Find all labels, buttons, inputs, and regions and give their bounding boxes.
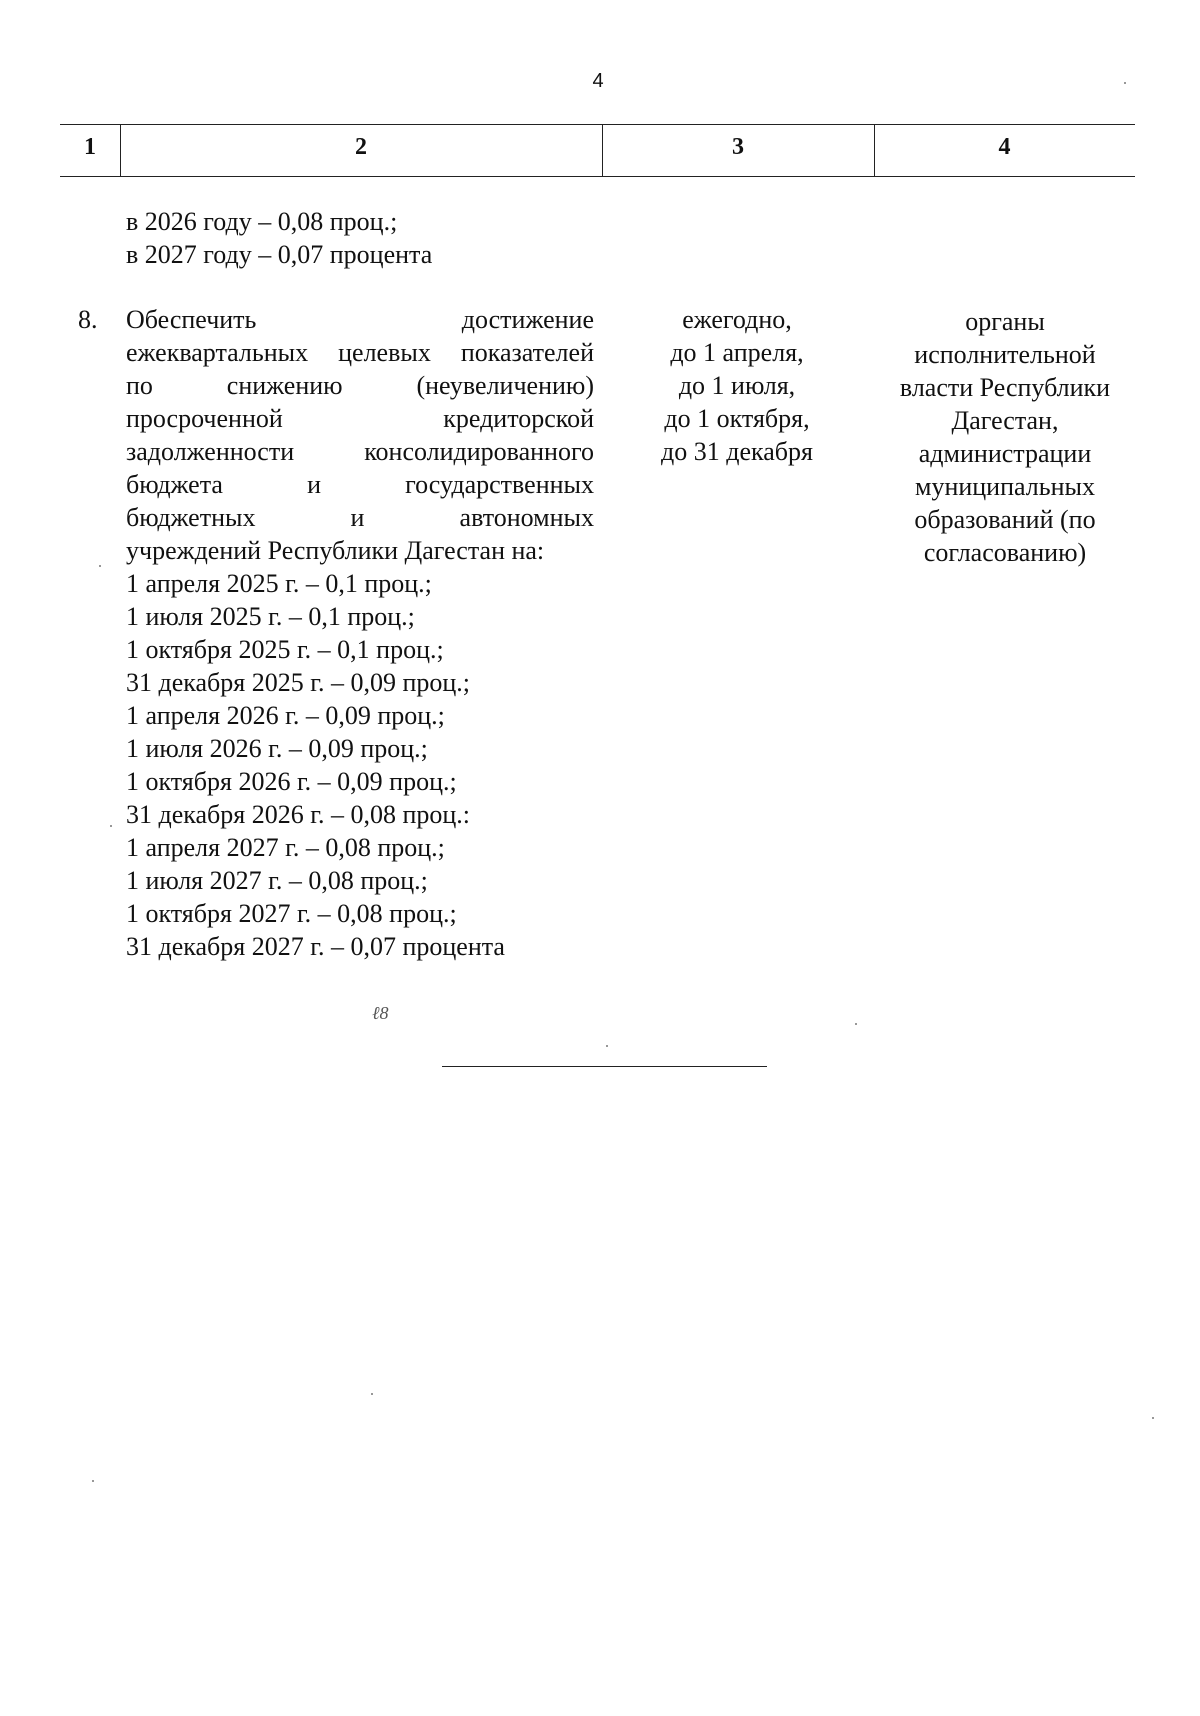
- scan-speck: [99, 565, 101, 567]
- target-line: 1 октября 2025 г. – 0,1 проц.;: [126, 635, 444, 664]
- description-line: по снижению (неувеличению): [126, 371, 594, 400]
- description-line: просроченной кредиторской: [126, 404, 594, 433]
- target-line: 1 июля 2027 г. – 0,08 проц.;: [126, 866, 428, 895]
- deadline-line: до 1 июля,: [678, 371, 796, 400]
- table-header-col-2: 2: [355, 134, 367, 160]
- table-header-bottom-rule: [60, 176, 1135, 177]
- scan-speck: [855, 1023, 857, 1025]
- target-line: 31 декабря 2025 г. – 0,09 проц.;: [126, 668, 471, 697]
- responsible-line: Дагестан,: [951, 406, 1059, 435]
- carry-over-line: в 2026 году – 0,08 проц.;: [126, 207, 398, 236]
- deadline-line: до 1 апреля,: [670, 338, 804, 367]
- target-line: 1 апреля 2025 г. – 0,1 проц.;: [126, 569, 432, 598]
- carry-over-line: в 2027 году – 0,07 процента: [126, 240, 433, 269]
- target-line: 1 октября 2027 г. – 0,08 проц.;: [126, 899, 457, 928]
- target-line: 1 октября 2026 г. – 0,09 проц.;: [126, 767, 457, 796]
- target-line: 31 декабря 2026 г. – 0,08 проц.:: [126, 800, 471, 829]
- description-line: ежеквартальных целевых показателей: [126, 338, 594, 367]
- item-number: 8.: [78, 305, 98, 334]
- description-line: Обеспечить достижение: [126, 305, 594, 334]
- target-line: 1 июля 2026 г. – 0,09 проц.;: [126, 734, 428, 763]
- description-line: задолженности консолидированного: [126, 437, 594, 466]
- handwritten-mark: ℓ8: [372, 1003, 389, 1023]
- target-line: 1 апреля 2027 г. – 0,08 проц.;: [126, 833, 445, 862]
- scan-speck: [606, 1045, 608, 1047]
- scan-speck: [92, 1480, 94, 1482]
- responsible-line: исполнительной: [914, 340, 1096, 369]
- target-line: 31 декабря 2027 г. – 0,07 процента: [126, 932, 505, 961]
- item-description: [126, 303, 594, 963]
- target-line: 1 апреля 2026 г. – 0,09 проц.;: [126, 701, 445, 730]
- responsible-line: органы: [965, 307, 1045, 336]
- scan-speck: [1152, 1417, 1154, 1419]
- responsible-line: согласованию): [923, 538, 1087, 567]
- page-number: 4: [592, 70, 604, 92]
- table-top-rule: [60, 124, 1135, 125]
- table-header-col-1: 1: [84, 134, 96, 160]
- scan-speck: [110, 825, 112, 827]
- deadline-line: до 31 декабря: [661, 437, 813, 466]
- item-deadline: [612, 303, 862, 468]
- document-end-rule: [442, 1066, 767, 1067]
- table-header-col-4: 4: [998, 134, 1011, 160]
- scan-speck: [1124, 82, 1126, 84]
- description-line: бюджета и государственных: [126, 470, 594, 499]
- carry-over-text: [126, 205, 596, 271]
- responsible-line: администрации: [918, 439, 1092, 468]
- item-responsible: [876, 305, 1134, 569]
- description-line: учреждений Республики Дагестан на:: [126, 536, 545, 565]
- responsible-line: власти Республики: [899, 373, 1111, 402]
- deadline-line: ежегодно,: [682, 305, 792, 334]
- responsible-line: муниципальных: [914, 472, 1095, 501]
- scan-speck: [371, 1393, 373, 1395]
- table-header-col-3: 3: [732, 134, 744, 160]
- description-line: бюджетных и автономных: [126, 503, 594, 532]
- responsible-line: образований (по: [914, 505, 1096, 534]
- deadline-line: до 1 октября,: [664, 404, 810, 433]
- target-line: 1 июля 2025 г. – 0,1 проц.;: [126, 602, 415, 631]
